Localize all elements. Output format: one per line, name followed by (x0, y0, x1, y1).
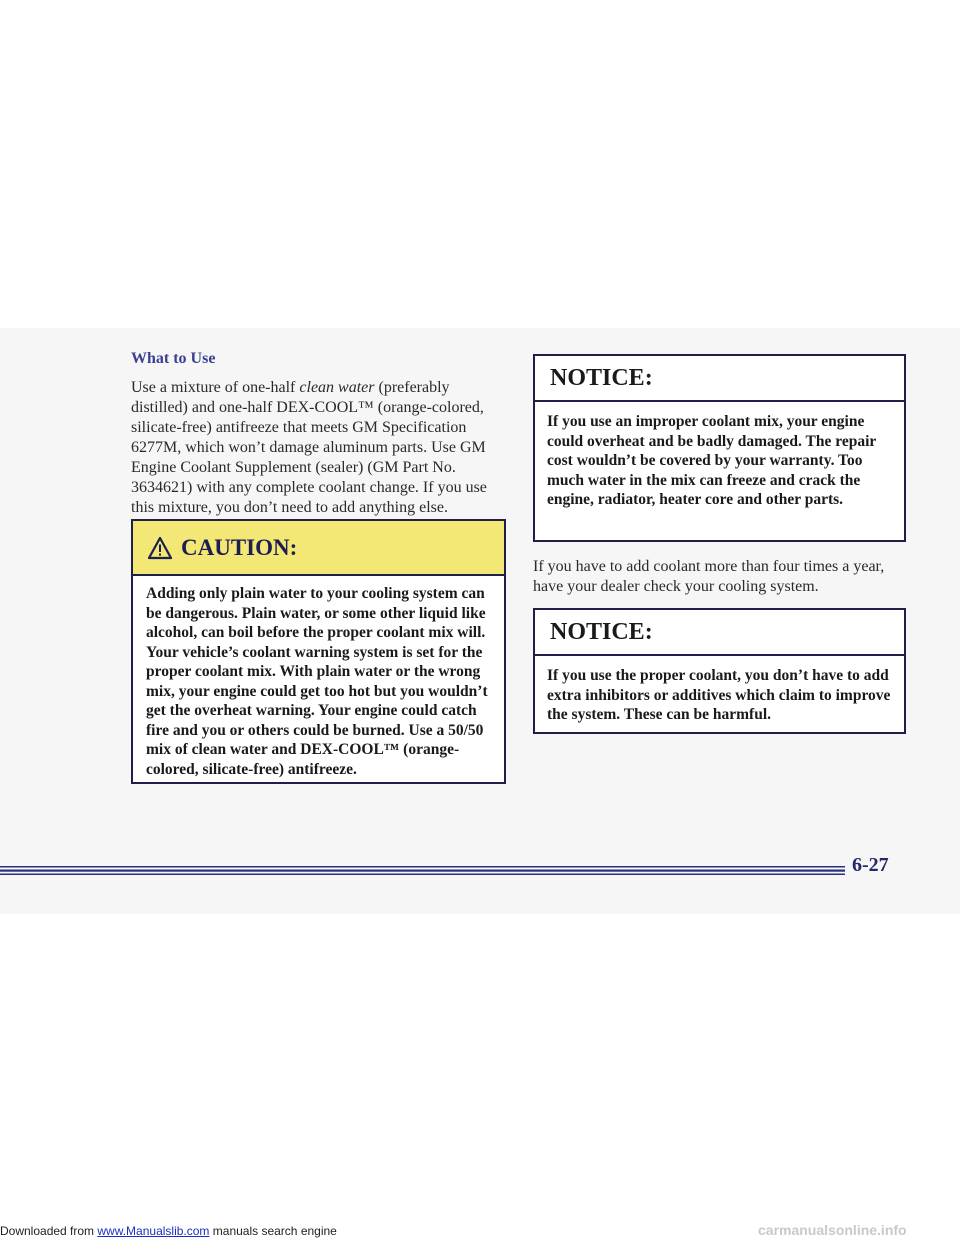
intro-text-start: Use a mixture of one-half (131, 379, 300, 396)
footer-suffix: manuals search engine (209, 1224, 337, 1238)
section-heading: What to Use (131, 350, 216, 367)
intro-text-end: (preferably distilled) and one-half DEX-COOL™ (orange-colored, silicate-free) antifreeze that meets GM Specification 6277M, which won’t damage aluminum parts. Use GM Engine Coolant Supplement (sealer) (GM Part No. 3634621) with any complete coolant change. If you use this mixture, you don’t need to add anything else. (131, 379, 487, 516)
intro-text-italic: clean water (299, 379, 375, 396)
caution-title: CAUTION: (181, 534, 298, 560)
coolant-frequency-paragraph: If you have to add coolant more than four times a year, have your dealer check your cooling system. (533, 558, 885, 595)
notice-box-additives (533, 608, 906, 734)
intro-paragraph (131, 378, 506, 518)
caution-text: Adding only plain water to your cooling system can be dangerous. Plain water, or some other liquid like alcohol, can boil before the proper coolant mix will. Your vehicle’s coolant warning system is set for the proper coolant mix. With plain water or the wrong mix, your engine could get too hot but you wouldn’t get the overheat warning. Your engine could catch fire and you or others could be burned. Use a 50/50 mix of clean water and DEX-COOL™ (orange-colored, silicate-free) antifreeze. (146, 585, 488, 778)
caution-box (131, 519, 506, 784)
watermark: carmanualsonline.info (758, 1222, 907, 1238)
page-number: 6-27 (852, 854, 889, 876)
manualslib-link[interactable]: www.Manualslib.com (97, 1224, 210, 1238)
warning-triangle-icon (147, 536, 173, 560)
download-footer (0, 1224, 337, 1238)
notice-text: If you use the proper coolant, you don’t have to add extra inhibitors or additives which claim to improve the system. These can be harmful. (547, 667, 891, 723)
notice-text: If you use an improper coolant mix, your engine could overheat and be badly damaged. The repair cost wouldn’t be covered by your warranty. Too much water in the mix can freeze and crack the engine, radiator, heater core and other parts. (547, 413, 876, 508)
footer-rule (0, 866, 845, 875)
caution-header (133, 521, 504, 576)
footer-prefix: Downloaded from (0, 1224, 98, 1238)
notice-title: NOTICE: (535, 356, 904, 402)
notice-title: NOTICE: (535, 610, 904, 656)
notice-box-coolant-mix (533, 354, 906, 542)
